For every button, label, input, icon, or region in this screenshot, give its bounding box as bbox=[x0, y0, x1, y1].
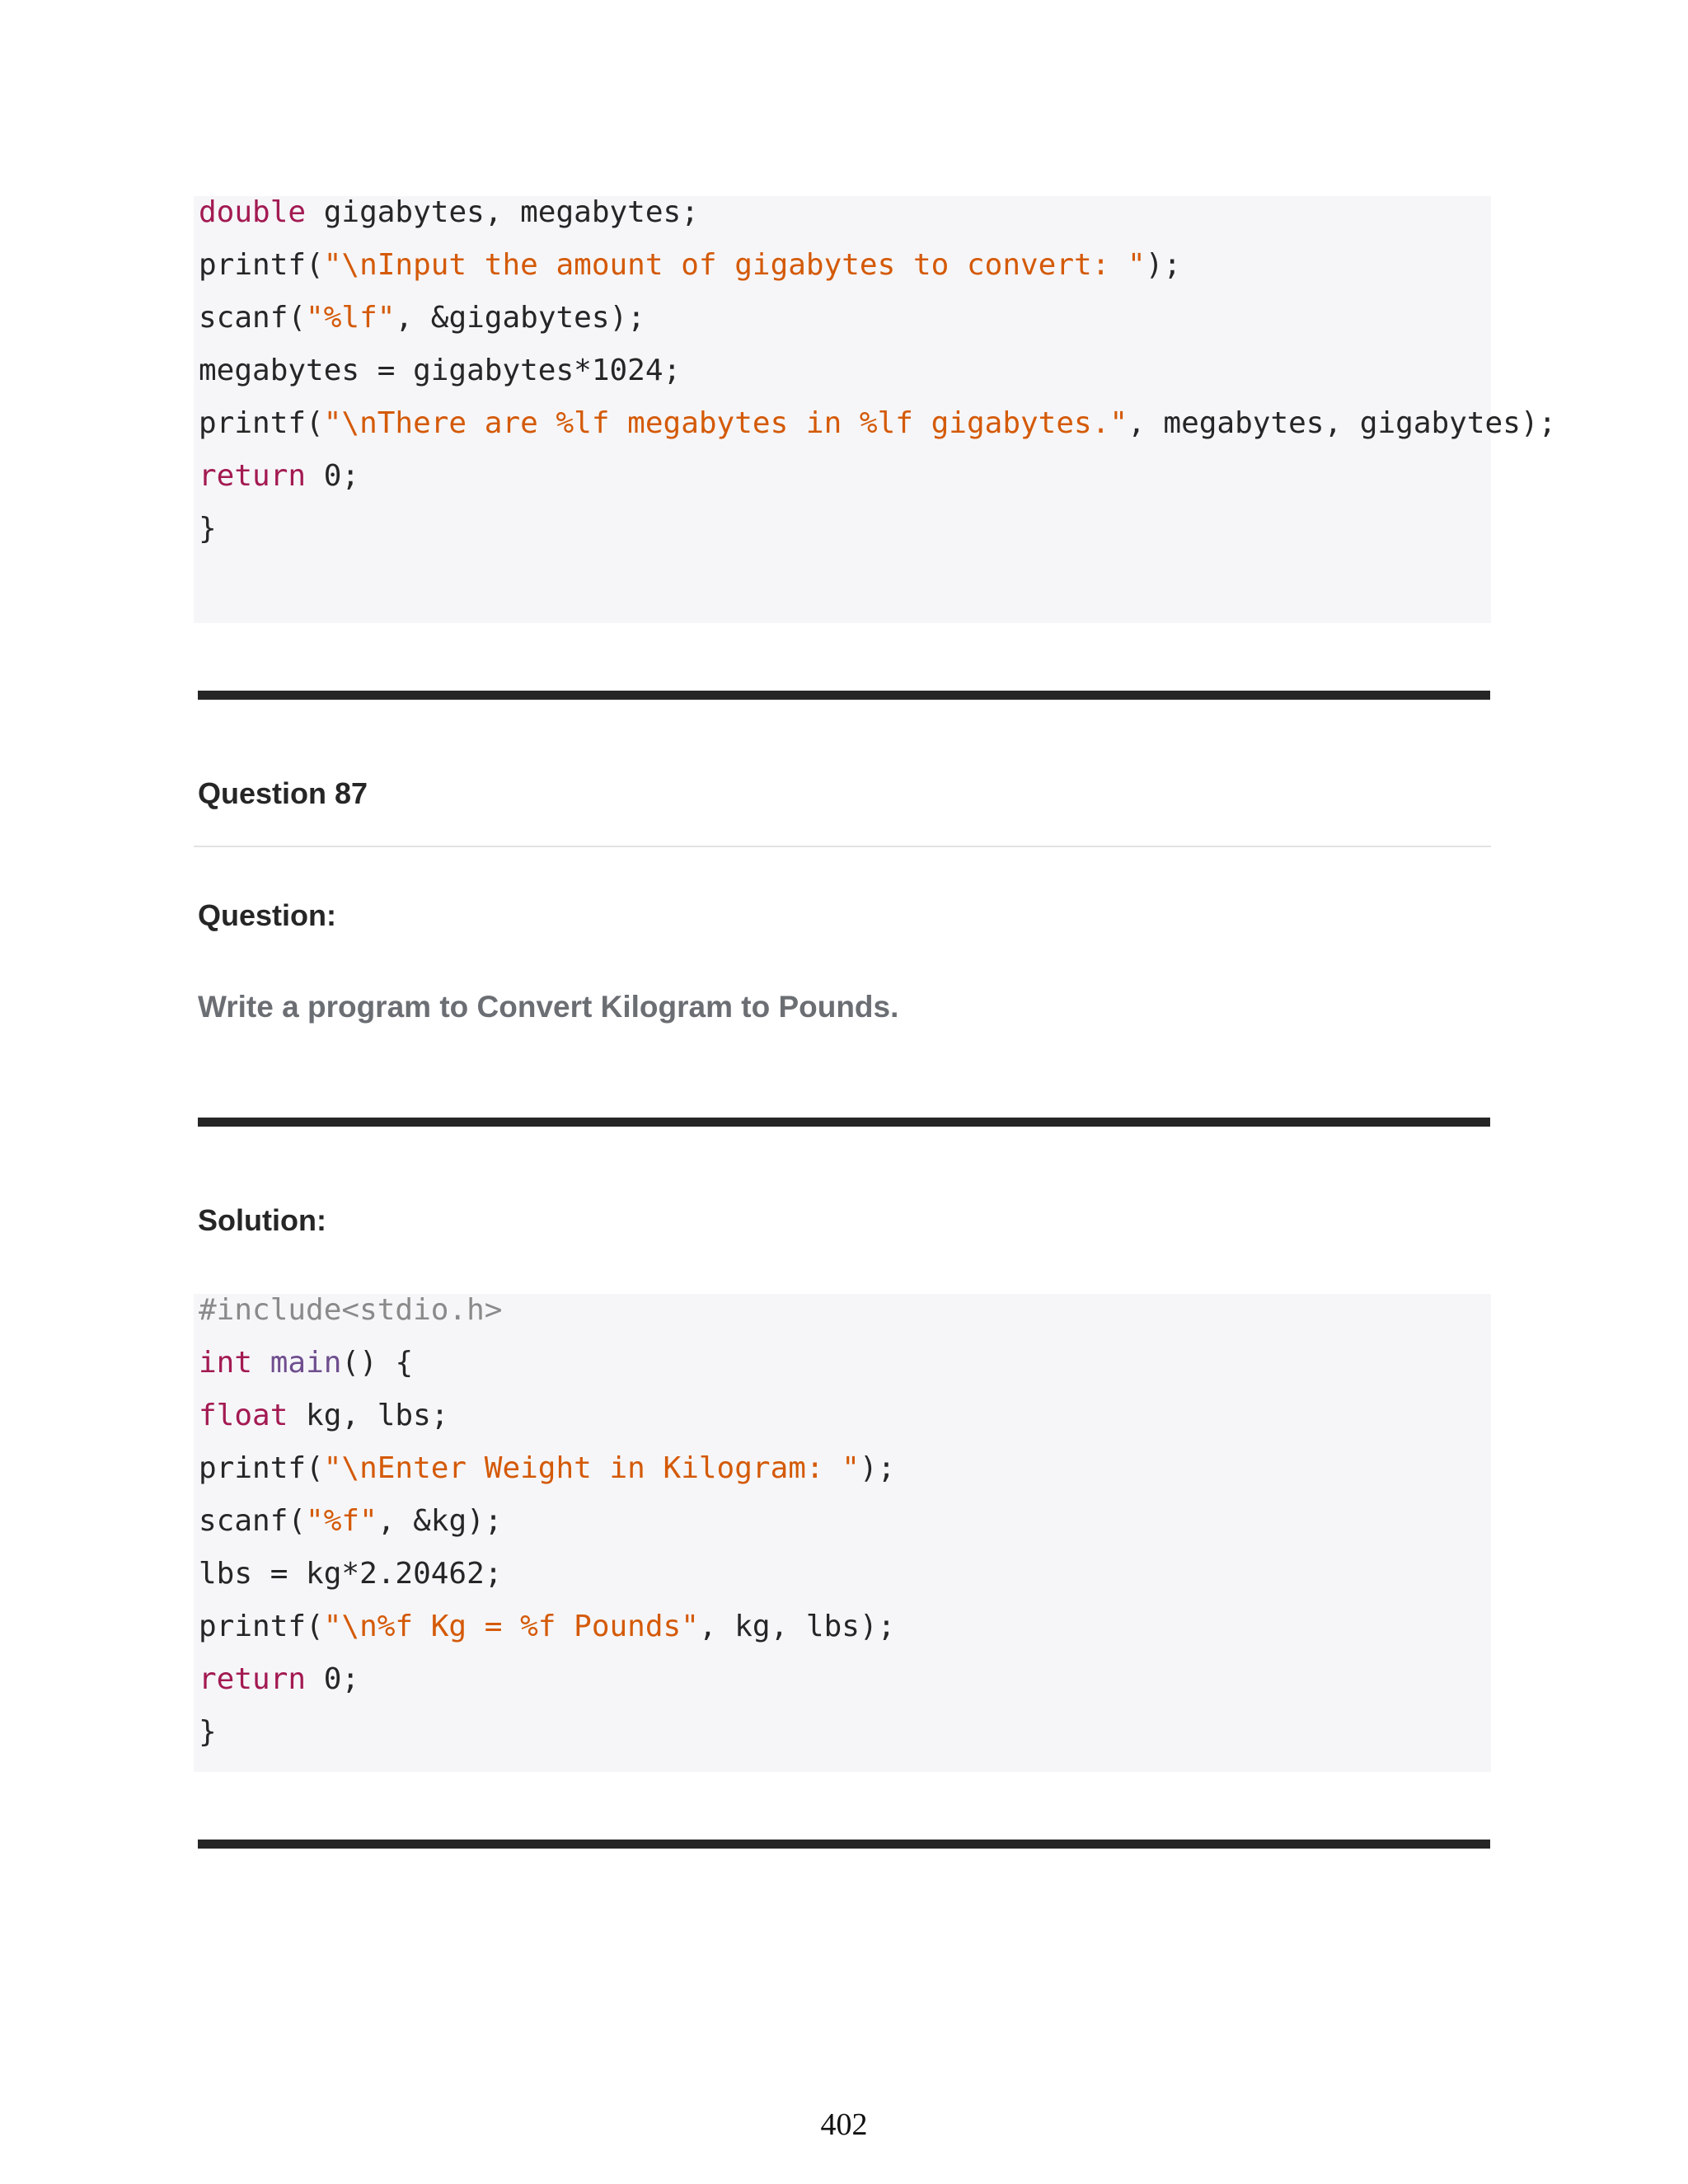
code-line bbox=[199, 407, 1556, 440]
code-token: gigabytes, megabytes; bbox=[306, 195, 699, 229]
code-token: printf( bbox=[199, 1610, 324, 1643]
code-token: ); bbox=[1145, 248, 1182, 282]
code-token: scanf( bbox=[199, 1504, 307, 1538]
section-divider bbox=[198, 1118, 1490, 1127]
page-number: 402 bbox=[820, 2107, 868, 2142]
code-token: "\nInput the amount of gigabytes to convert: " bbox=[323, 248, 1146, 282]
solution-label: Solution: bbox=[198, 1203, 326, 1237]
code-token: int bbox=[199, 1346, 253, 1380]
section-divider bbox=[198, 691, 1490, 700]
code-token: () { bbox=[341, 1346, 414, 1380]
code-token: kg, lbs; bbox=[288, 1399, 449, 1432]
code-line bbox=[199, 1505, 502, 1538]
code-token: double bbox=[199, 195, 307, 229]
code-token bbox=[252, 1346, 270, 1380]
code-line bbox=[199, 1294, 502, 1327]
code-token: 0; bbox=[306, 1662, 360, 1696]
code-line bbox=[199, 513, 217, 546]
code-token: "\nThere are %lf megabytes in %lf gigabytes." bbox=[323, 406, 1128, 440]
code-line bbox=[199, 1347, 413, 1380]
code-line bbox=[199, 1663, 359, 1696]
code-token: "%lf" bbox=[306, 301, 396, 335]
code-line bbox=[199, 1610, 895, 1643]
question-label: Question: bbox=[198, 898, 336, 932]
code-line bbox=[199, 460, 359, 493]
code-token: , &kg); bbox=[377, 1504, 503, 1538]
code-token: return bbox=[199, 1662, 307, 1696]
code-token: main bbox=[270, 1346, 342, 1380]
code-line bbox=[199, 1558, 502, 1591]
code-token: return bbox=[199, 459, 307, 493]
code-token: 0; bbox=[306, 459, 360, 493]
code-line bbox=[199, 1716, 217, 1749]
code-token: printf( bbox=[199, 406, 324, 440]
code-token: } bbox=[199, 512, 217, 546]
code-token: ); bbox=[859, 1451, 896, 1485]
code-token: lbs = kg*2.20462; bbox=[199, 1557, 503, 1591]
code-line bbox=[199, 196, 699, 229]
code-block-2 bbox=[194, 1294, 1491, 1772]
thin-divider bbox=[194, 846, 1491, 847]
code-block-1 bbox=[194, 195, 1557, 623]
code-token: } bbox=[199, 1715, 217, 1749]
code-token: megabytes = gigabytes*1024; bbox=[199, 354, 682, 387]
code-line bbox=[199, 249, 1181, 282]
code-token: , &gigabytes); bbox=[395, 301, 645, 335]
code-token: , kg, lbs); bbox=[698, 1610, 896, 1643]
code-line bbox=[199, 1452, 895, 1485]
code-line bbox=[199, 354, 681, 387]
section-divider bbox=[198, 1840, 1490, 1849]
question-text: Write a program to Convert Kilogram to Pounds. bbox=[198, 990, 899, 1024]
code-line bbox=[199, 1399, 448, 1432]
code-token: "%f" bbox=[306, 1504, 377, 1538]
code-token: "\nEnter Weight in Kilogram: " bbox=[323, 1451, 860, 1485]
code-token: "\n%f Kg = %f Pounds" bbox=[323, 1610, 699, 1643]
code-token: , megabytes, gigabytes); bbox=[1128, 406, 1557, 440]
code-token: scanf( bbox=[199, 301, 307, 335]
code-token: printf( bbox=[199, 1451, 324, 1485]
code-token: #include<stdio.h> bbox=[199, 1293, 503, 1327]
code-token: float bbox=[199, 1399, 288, 1432]
code-line bbox=[199, 302, 645, 335]
question-title: Question 87 bbox=[198, 776, 368, 810]
code-token: printf( bbox=[199, 248, 324, 282]
